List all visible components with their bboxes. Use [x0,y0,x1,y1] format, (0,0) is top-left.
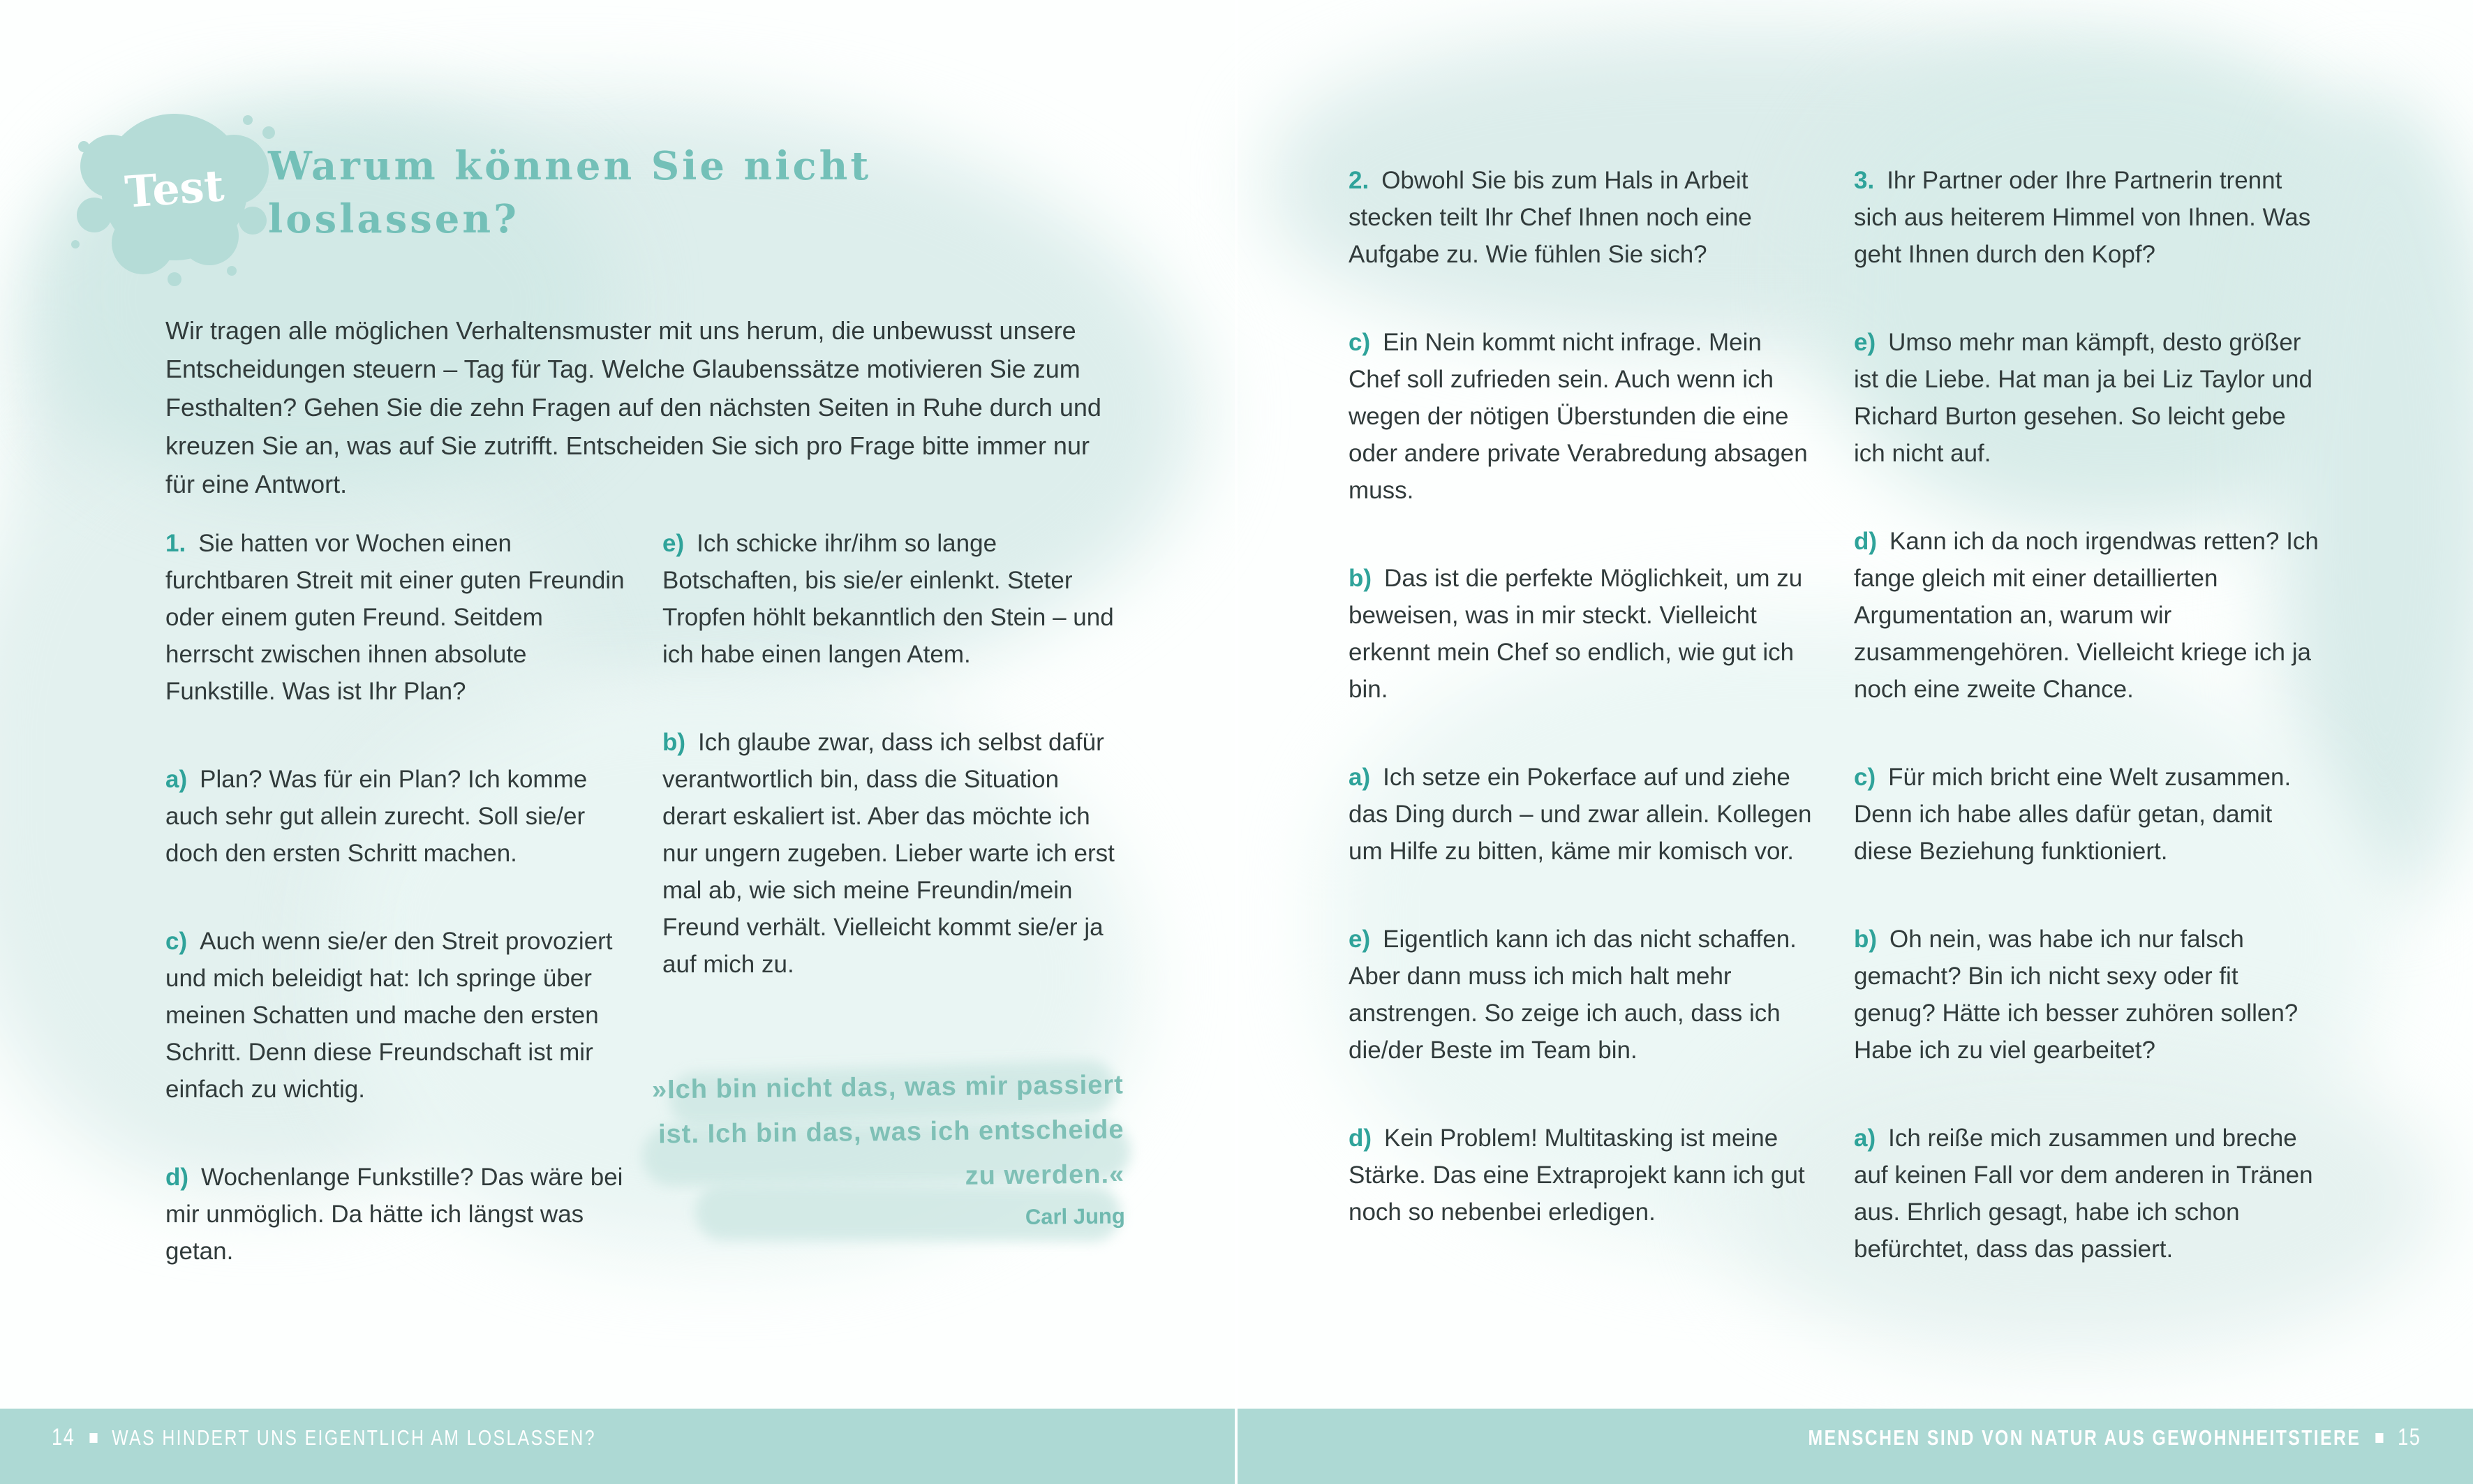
answer-text: Kein Problem! Multitasking ist meine Stärke. Das eine Extraprojekt kann ich gut noch so nebenbei erledigen. [1349,1125,1805,1226]
question-text: Ihr Partner oder Ihre Partnerin trennt sich aus heiterem Himmel von Ihnen. Was geht Ihnen durch den Kopf? [1854,167,2311,268]
answer-block [1854,523,2320,708]
answer-block [662,724,1124,983]
square-bullet-icon [2376,1433,2384,1443]
page-number-left: 14 [52,1424,75,1450]
answer-text: Ich reiße mich zusammen und breche auf keinen Fall vor dem anderen in Tränen aus. Ehrlich gesagt, habe ich schon befürchtet, dass das passiert. [1854,1125,2313,1263]
answer-text: Ein Nein kommt nicht infrage. Mein Chef soll zufrieden sein. Auch wenn ich wegen der nötigen Überstunden die eine oder andere private Verabredung absagen muss. [1349,329,1808,504]
question-number: 2. [1349,167,1369,194]
question-number: 1. [165,530,186,557]
answer-letter: a) [1854,1125,1876,1152]
answer-text: Kann ich da noch irgendwas retten? Ich fange gleich mit einer detaillierten Argumentation an, warum wir zusammengehören. Vielleicht kriege ich ja noch eine zweite Chance. [1854,528,2319,703]
answer-text: Das ist die perfekte Möglichkeit, um zu beweisen, was in mir steckt. Vielleicht erkennt mein Chef so endlich, wie gut ich bin. [1349,565,1803,703]
left-page-column-2 [662,525,1124,1034]
answer-letter: e) [1349,926,1371,953]
answer-block [165,923,634,1108]
answer-text: Ich glaube zwar, dass ich selbst dafür verantwortlich bin, dass die Situation derart eskaliert ist. Aber das möchte ich nur ungern zugeben. Lieber warte ich erst mal ab, wie sich meine Freundin/mein Freund verhält. Vielleicht kommt sie/er ja auf mich zu. [662,729,1115,978]
answer-block [165,761,634,872]
answer-letter: e) [1854,329,1876,356]
answer-letter: b) [662,729,686,756]
answer-block [662,525,1124,673]
answer-text: Umso mehr man kämpft, desto größer ist die Liebe. Hat man ja bei Liz Taylor und Richard Burton gesehen. So leicht gebe ich nicht auf. [1854,329,2312,467]
footer-caption-left: WAS HINDERT UNS EIGENTLICH AM LOSLASSEN? [112,1425,596,1450]
footer-caption-right: MENSCHEN SIND VON NATUR AUS GEWOHNHEITSTIERE [1808,1425,2361,1450]
page-number-right: 15 [2398,1424,2421,1450]
answer-text: Auch wenn sie/er den Streit provoziert und mich beleidigt hat: Ich springe über meinen Schatten und mache den ersten Schritt. Denn diese Freundschaft ist mir einfach zu wichtig. [165,928,613,1103]
test-badge-label: Test [123,160,226,218]
answer-text: Ich schicke ihr/ihm so lange Botschaften, bis sie/er einlenkt. Steter Tropfen höhlt bekanntlich den Stein – und ich habe einen langen Atem. [662,530,1114,668]
answer-block [1854,921,2320,1069]
question-number: 3. [1854,167,1875,194]
question-block [1854,162,2320,273]
answer-block [1854,759,2320,870]
answer-letter: d) [1349,1125,1372,1152]
answer-text: Eigentlich kann ich das nicht schaffen. Aber dann muss ich mich halt mehr anstrengen. So zeige ich auch, dass ich die/der Beste im Team bin. [1349,926,1797,1064]
square-bullet-icon [89,1433,97,1443]
question-block [165,525,634,710]
right-page-column-1 [1349,162,1818,1282]
right-page-column-2 [1854,162,2320,1319]
answer-letter: a) [165,766,188,793]
answer-block [165,1159,634,1270]
answer-letter: c) [1349,329,1371,356]
quote-author: Carl Jung [1025,1203,1125,1229]
answer-letter: d) [1854,528,1878,555]
answer-letter: b) [1854,926,1878,953]
question-block [1349,162,1818,273]
left-page-column-1 [165,525,634,1321]
answer-block [1854,1120,2320,1268]
page-title: Warum können Sie nicht loslassen? [268,143,872,242]
answer-block [1854,324,2320,472]
answer-text: Oh nein, was habe ich nur falsch gemacht? Bin ich nicht sexy oder fit genug? Hätte ich besser zuhören sollen? Habe ich zu viel gearbeitet? [1854,926,2299,1064]
intro-paragraph: Wir tragen alle möglichen Verhaltensmuster mit uns herum, die unbewusst unsere Entscheidungen steuern – Tag für Tag. Welche Glaubenssätze motivieren Sie zum Festhalten? Gehen Sie die zehn Fragen auf den nächsten Seiten in Ruhe durch und kreuzen Sie an, was auf Sie zutrifft. Entscheiden Sie sich pro Frage bitte immer nur für eine Antwort. [165,316,1101,498]
answer-letter: c) [1854,764,1876,791]
test-splash-badge [70,103,279,292]
answer-block [1349,921,1818,1069]
answer-letter: b) [1349,565,1372,592]
footer-bar-left [0,1409,1235,1484]
quote-box [630,1043,1136,1286]
answer-text: Für mich bricht eine Welt zusammen. Denn ich habe alles dafür getan, damit diese Beziehung funktioniert. [1854,764,2292,865]
footer-left-content [52,1424,596,1451]
answer-block [1349,324,1818,509]
answer-letter: d) [165,1164,189,1191]
answer-letter: e) [662,530,685,557]
answer-text: Plan? Was für ein Plan? Ich komme auch sehr gut allein zurecht. Soll sie/er doch den ersten Schritt machen. [165,766,588,867]
question-text: Obwohl Sie bis zum Hals in Arbeit stecken teilt Ihr Chef Ihnen noch eine Aufgabe zu. Wie fühlen Sie sich? [1349,167,1752,268]
question-text: Sie hatten vor Wochen einen furchtbaren Streit mit einer guten Freundin oder einem guten Freund. Seitdem herrscht zwischen ihnen absolute Funkstille. Was ist Ihr Plan? [165,530,625,705]
answer-block [1349,759,1818,870]
footer-bar-right [1238,1409,2473,1484]
answer-text: Ich setze ein Pokerface auf und ziehe das Ding durch – und zwar allein. Kollegen um Hilfe zu bitten, käme mir komisch vor. [1349,764,1812,865]
answer-block [1349,1120,1818,1231]
answer-letter: c) [165,928,188,955]
page-gutter [1235,0,1238,1484]
answer-block [1349,560,1818,708]
quote-text: »Ich bin nicht das, was mir passiert ist. Ich bin das, was ich entscheide zu werden.« [651,1070,1125,1191]
footer-right-content [1809,1424,2421,1451]
answer-text: Wochenlange Funkstille? Das wäre bei mir unmöglich. Da hätte ich längst was getan. [165,1164,623,1265]
answer-letter: a) [1349,764,1371,791]
